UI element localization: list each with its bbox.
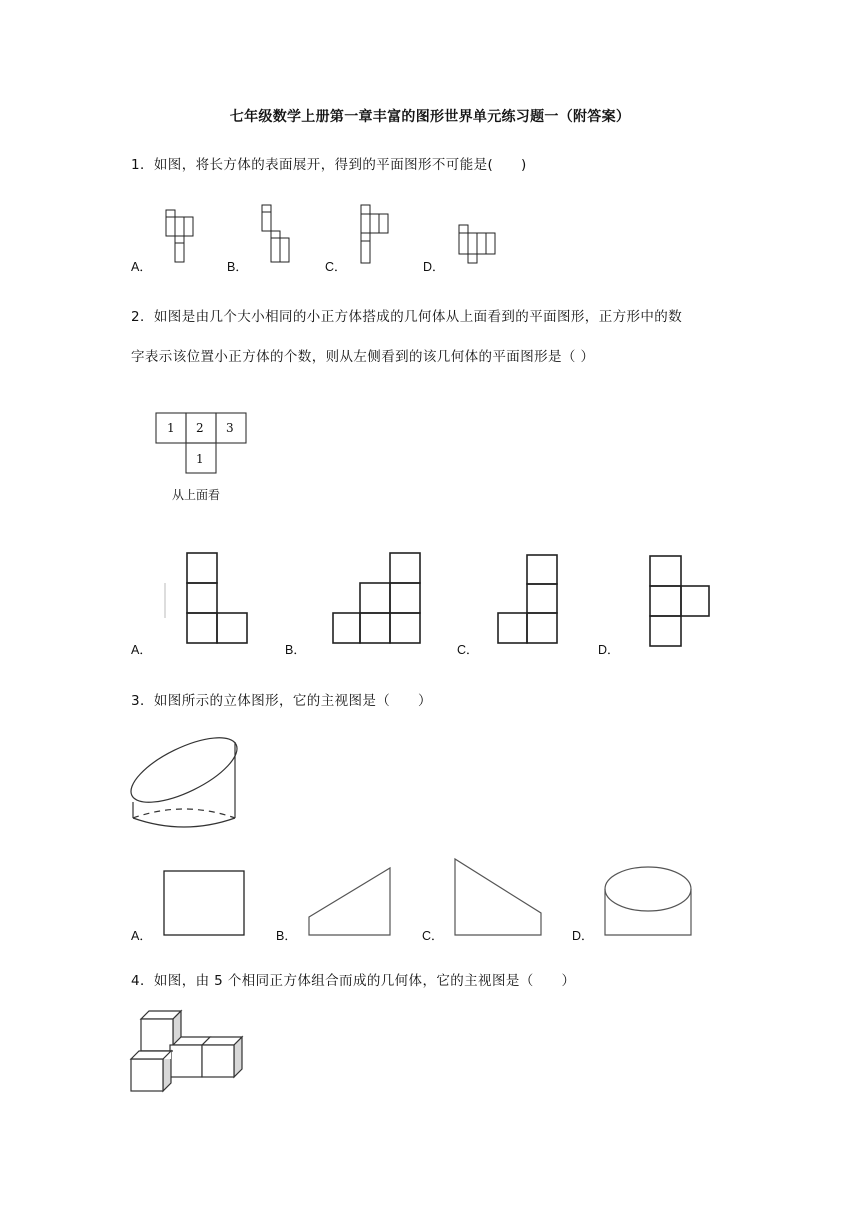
q2-figure-a [160, 548, 255, 648]
q2-top-cell-2: 2 [196, 421, 204, 435]
q2-option-d-label: D． [598, 643, 620, 657]
question-3-text: 如图所示的立体图形，它的主视图是（ ） [153, 693, 432, 709]
q2-top-cell-1: 1 [167, 421, 175, 435]
q3-figure-d [600, 862, 696, 940]
q3-solid-figure [125, 730, 245, 835]
q1-option-b-label: B． [227, 260, 248, 274]
q4-cube-assembly [127, 1006, 245, 1096]
q1-option-a-label: A． [131, 260, 152, 274]
q3-option-b-label: B． [276, 929, 297, 943]
question-3 [131, 689, 432, 709]
question-2-text-line-1: 如图是由几个大小相同的小正方体搭成的几何体从上面看到的平面图形，正方形中的数 [153, 309, 683, 325]
question-2-line-1 [131, 305, 682, 325]
question-2-text-line-2: 字表示该位置小正方体的个数，则从左侧看到的该几何体的平面图形是（ ） [131, 349, 595, 365]
q2-option-c-label: C． [457, 643, 479, 657]
q2-top-view-caption: 从上面看 [172, 488, 221, 502]
q3-figure-c [450, 856, 546, 940]
question-1-text: 如图，将长方体的表面展开，得到的平面图形不可能是( ) [153, 157, 527, 173]
question-3-number: 3． [131, 693, 154, 709]
q2-top-cell-4: 1 [196, 452, 204, 466]
q2-option-b-label: B． [285, 643, 306, 657]
q3-option-c-label: C． [422, 929, 444, 943]
q1-net-a [160, 205, 200, 267]
q2-option-a-label: A． [131, 643, 152, 657]
question-1 [131, 153, 527, 173]
q1-net-b [257, 200, 297, 266]
q1-option-c-label: C． [325, 260, 347, 274]
q3-figure-b [305, 864, 397, 940]
question-4-text: 如图，由 5 个相同正方体组合而成的几何体，它的主视图是（ ） [153, 973, 576, 989]
page-title: 七年级数学上册第一章丰富的图形世界单元练习题一（附答案） [229, 109, 631, 125]
q2-figure-c [493, 550, 563, 648]
question-4 [131, 969, 575, 989]
q1-net-c [355, 201, 395, 267]
q3-option-a-label: A． [131, 929, 152, 943]
question-2-number: 2． [131, 309, 154, 325]
q2-figure-d [645, 551, 715, 647]
q1-net-d [453, 220, 503, 268]
q1-option-d-label: D． [423, 260, 445, 274]
question-4-number: 4． [131, 973, 154, 989]
q2-figure-b [328, 548, 428, 648]
question-1-number: 1． [131, 157, 154, 173]
q3-option-d-label: D． [572, 929, 594, 943]
q2-top-cell-3: 3 [226, 421, 234, 435]
q3-figure-a [160, 868, 250, 940]
